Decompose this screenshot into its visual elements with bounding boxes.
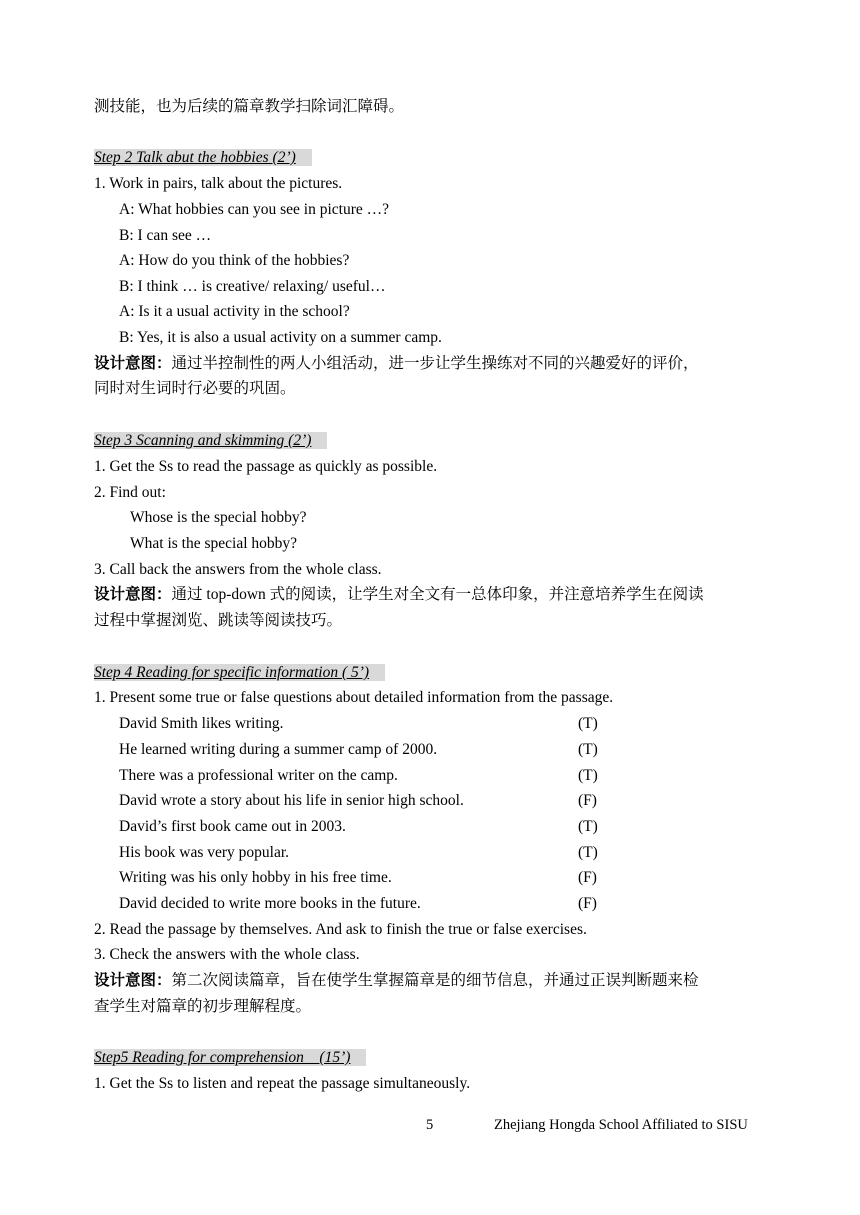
step2-title: Step 2 Talk abut the hobbies (2’) — [94, 149, 312, 166]
tf-statement: David wrote a story about his life in senior high school. — [119, 792, 464, 809]
footer-school-name: Zhejiang Hongda School Affiliated to SISU — [494, 1117, 748, 1133]
tf-answer: (T) — [578, 741, 598, 758]
tf-statement: There was a professional writer on the camp. — [119, 767, 398, 784]
tf-answer: (T) — [578, 715, 598, 732]
tf-answer: (F) — [578, 869, 597, 886]
design-intent-label: 设计意图： — [94, 972, 172, 989]
step2-item-1: 1. Work in pairs, talk about the pictures. — [94, 175, 343, 192]
design-intent-label: 设计意图： — [94, 355, 172, 372]
tf-answer: (T) — [578, 818, 598, 835]
intro-text: 测技能，也为后续的篇章教学扫除词汇障碍。 — [94, 98, 405, 115]
dialog-line: A: How do you think of the hobbies? — [119, 252, 350, 269]
design-intent-label: 设计意图： — [94, 586, 172, 603]
step5-heading — [94, 1048, 366, 1068]
step2-design-intent — [94, 354, 699, 374]
dialog-line: A: Is it a usual activity in the school? — [119, 303, 350, 320]
step3-item-2: 2. Find out: — [94, 484, 166, 501]
dialog-line: A: What hobbies can you see in picture …? — [119, 201, 390, 218]
page-number: 5 — [426, 1117, 434, 1133]
tf-statement: His book was very popular. — [119, 844, 290, 861]
tf-answer: (F) — [578, 792, 597, 809]
step4-item-1: 1. Present some true or false questions about detailed information from the passage. — [94, 689, 614, 706]
step3-heading — [94, 431, 327, 451]
dialog-line: B: I can see … — [119, 227, 212, 244]
step4-item-3: 3. Check the answers with the whole class. — [94, 946, 360, 963]
step3-design-intent — [94, 585, 704, 605]
step4-heading — [94, 663, 385, 683]
dialog-line: B: I think … is creative/ relaxing/ useful… — [119, 278, 386, 295]
step5-title: Step5 Reading for comprehension (15’) — [94, 1049, 366, 1066]
step3-design-intent-cont: 过程中掌握浏览、跳读等阅读技巧。 — [94, 612, 343, 629]
find-out-question: What is the special hobby? — [130, 535, 298, 552]
step2-design-intent-cont: 同时对生词时行必要的巩固。 — [94, 380, 296, 397]
tf-answer: (F) — [578, 895, 597, 912]
step4-item-2: 2. Read the passage by themselves. And ask to finish the true or false exercises. — [94, 921, 587, 938]
tf-answer: (T) — [578, 844, 598, 861]
step4-design-intent — [94, 971, 699, 991]
tf-statement: David decided to write more books in the future. — [119, 895, 421, 912]
step4-title: Step 4 Reading for specific information ( 5’) — [94, 664, 385, 681]
step3-title: Step 3 Scanning and skimming (2’) — [94, 432, 327, 449]
step4-design-intent-cont: 查学生对篇章的初步理解程度。 — [94, 998, 312, 1015]
tf-statement: Writing was his only hobby in his free time. — [119, 869, 392, 886]
step3-item-1: 1. Get the Ss to read the passage as quickly as possible. — [94, 458, 438, 475]
tf-statement: David Smith likes writing. — [119, 715, 284, 732]
step3-item-3: 3. Call back the answers from the whole class. — [94, 561, 382, 578]
design-intent-text: 通过半控制性的两人小组活动，进一步让学生操练对不同的兴趣爱好的评价， — [171, 355, 699, 372]
tf-statement: David’s first book came out in 2003. — [119, 818, 346, 835]
tf-statement: He learned writing during a summer camp of 2000. — [119, 741, 438, 758]
design-intent-text: 通过 top-down 式的阅读，让学生对全文有一总体印象，并注意培养学生在阅读 — [171, 586, 704, 603]
step2-heading — [94, 148, 312, 168]
dialog-line: B: Yes, it is also a usual activity on a summer camp. — [119, 329, 442, 346]
step5-item-1: 1. Get the Ss to listen and repeat the passage simultaneously. — [94, 1075, 471, 1092]
tf-answer: (T) — [578, 767, 598, 784]
find-out-question: Whose is the special hobby? — [130, 509, 307, 526]
design-intent-text: 第二次阅读篇章，旨在使学生掌握篇章是的细节信息，并通过正误判断题来检 — [171, 972, 699, 989]
